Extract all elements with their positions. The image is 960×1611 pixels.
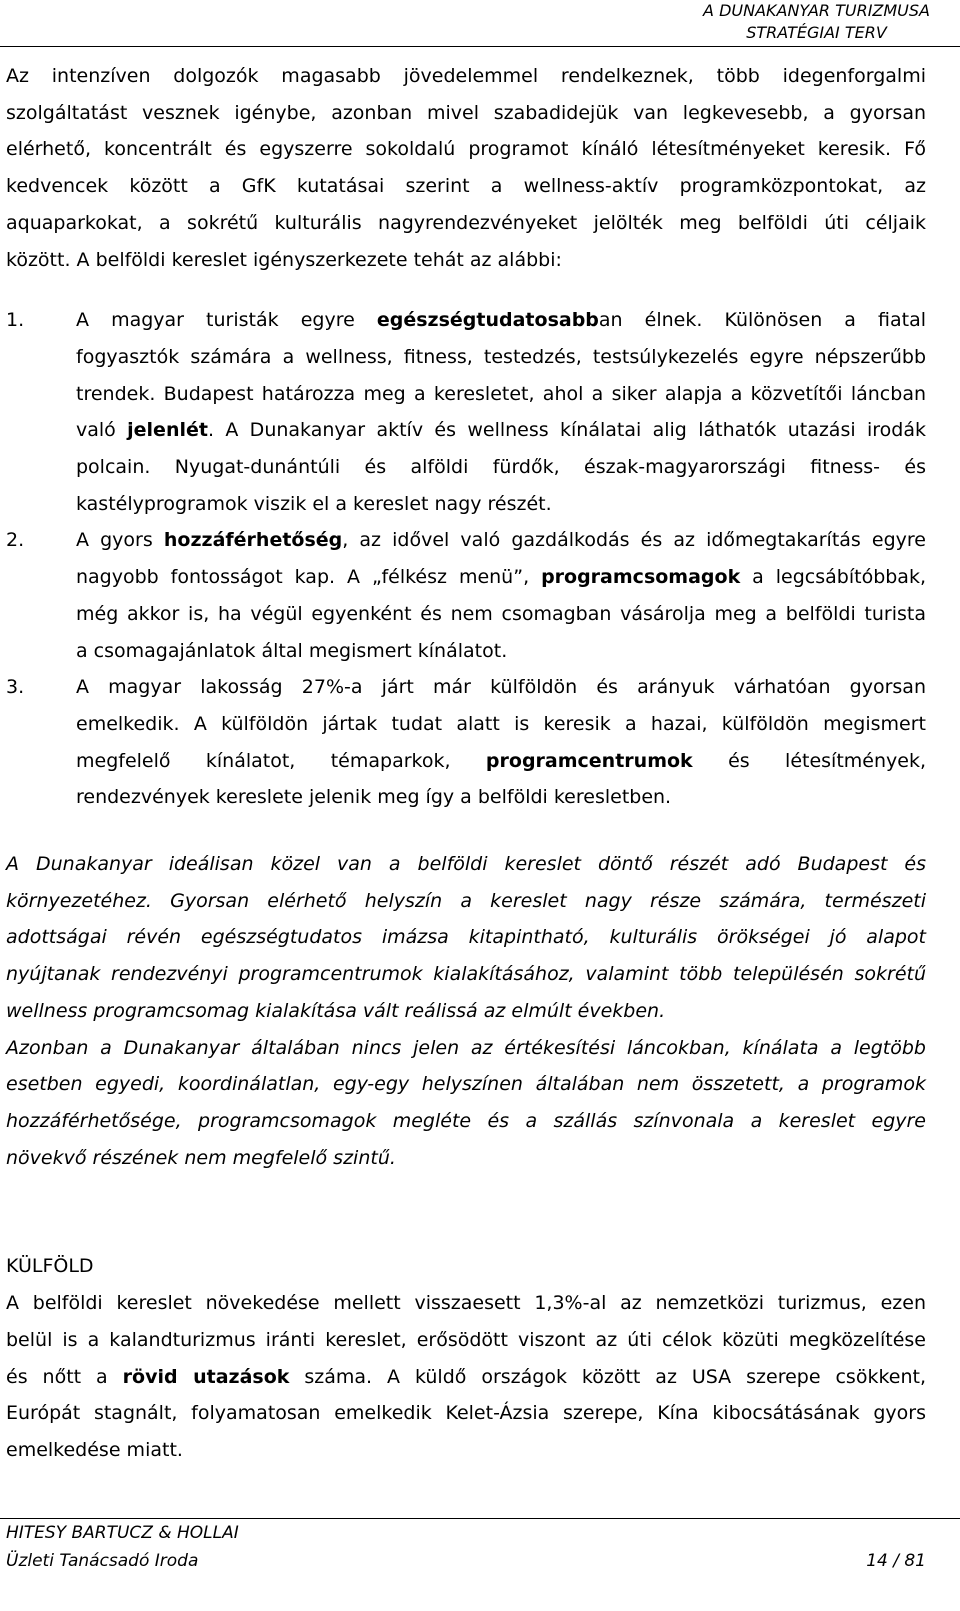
page-footer: [6, 1519, 926, 1575]
text-line: kastélyprogramok viszik el a kereslet nagy részét.: [76, 492, 552, 515]
text-line: még akkor is, ha végül egyenként és nem csomagban vásárolja meg a belföldi turista: [76, 602, 926, 625]
kulfold-section: [6, 1248, 926, 1468]
text-line: megfelelő kínálatot, témaparkok, programcentrumok és létesítmények,: [76, 749, 926, 772]
text-line: rendezvények kereslete jelenik meg így a belföldi keresletben.: [76, 786, 672, 809]
italic-summary: [6, 846, 926, 1176]
text-line: kedvencek között a GfK kutatásai szerint a wellness-aktív programközpontokat, az: [6, 175, 926, 198]
emphasis: rövid utazások: [122, 1365, 290, 1388]
text-line: való jelenlét. A Dunakanyar aktív és wellness kínálatai alig láthatók utazási irodák: [76, 419, 926, 442]
text-line: hozzáférhetősége, programcsomagok megléte és a szállás színvonala a kereslet egyre: [6, 1109, 926, 1132]
text-line: fogyasztók számára a wellness, fitness, testedzés, testsúlykezelés egyre népszerűbb: [76, 345, 926, 368]
text-line: polcain. Nyugat-dunántúli és alföldi fürdők, észak-magyarországi fitness- és: [76, 456, 926, 479]
text-line: szolgáltatást vesznek igénybe, azonban mivel szabadidejük van legkevesebb, a gyorsan: [6, 101, 926, 124]
list-item-2: [6, 522, 926, 669]
text-line: növekvő részének nem megfelelő szintű.: [6, 1146, 396, 1169]
page-header: [703, 0, 930, 44]
list-item-3: [6, 669, 926, 816]
list-number: 3.: [6, 676, 25, 699]
text-line: A gyors hozzáférhetőség, az idővel való gazdálkodás és az időmegtakarítás egyre: [76, 529, 926, 552]
text-line: nyújtanak rendezvényi programcentrumok kialakításához, valamint több településén sokrétű: [6, 963, 926, 986]
header-title: A DUNAKANYAR TURIZMUSA: [703, 1, 930, 20]
text-line: belül is a kalandturizmus iránti kereslet, erősödött viszont az úti célok közüti megközelítése: [6, 1328, 926, 1351]
text-line: adottságai révén egészségtudatos imázsa kitapintható, kulturális örökségei jó alapot: [6, 926, 926, 949]
header-divider: [0, 46, 960, 47]
text-line: esetben egyedi, koordinálatlan, egy-egy helyszínen általában nem összetett, a programok: [6, 1073, 926, 1096]
footer-office: Üzleti Tanácsadó Iroda: [6, 1551, 199, 1571]
emphasis: programcsomagok: [541, 566, 741, 589]
text-line: aquaparkokat, a sokrétű kulturális nagyrendezvényeket jelölték meg belföldi úti céljaik: [6, 211, 926, 234]
footer-company: HITESY BARTUCZ & HOLLAI: [6, 1523, 239, 1543]
section-heading: KÜLFÖLD: [6, 1255, 94, 1278]
document-body: [6, 58, 926, 1469]
intro-paragraph: [6, 58, 926, 278]
list-item-1: [6, 302, 926, 522]
emphasis: programcentrumok: [485, 749, 693, 772]
text-line: A Dunakanyar ideálisan közel van a belföldi kereslet döntő részét adó Budapest és: [6, 853, 926, 876]
text-line: trendek. Budapest határozza meg a keresletet, ahol a siker alapja a közvetítői láncban: [76, 382, 926, 405]
text-line: Azonban a Dunakanyar általában nincs jelen az értékesítési láncokban, kínálata a legtöbb: [6, 1036, 926, 1059]
emphasis: jelenlét: [127, 419, 208, 442]
text-line: Európát stagnált, folyamatosan emelkedik Kelet-Ázsia szerepe, Kína kibocsátásának gyors: [6, 1402, 926, 1425]
text-line: környezetéhez. Gyorsan elérhető helyszín a kereslet nagy része számára, természeti: [6, 889, 926, 912]
text-line: és nőtt a rövid utazások száma. A küldő országok között az USA szerepe csökkent,: [6, 1365, 926, 1388]
text-line: A magyar turisták egyre egészségtudatosabban élnek. Különösen a fiatal: [76, 309, 926, 332]
text-line: A belföldi kereslet növekedése mellett visszaesett 1,3%-al az nemzetközi turizmus, ezen: [6, 1292, 926, 1315]
text-line: emelkedése miatt.: [6, 1438, 183, 1461]
text-line: A magyar lakosság 27%-a járt már külföldön és arányuk várhatóan gyorsan: [76, 676, 926, 699]
text-line: elérhető, koncentrált és egyszerre sokoldalú programot kínáló létesítményeket keresik. Fő: [6, 138, 926, 161]
text-line: a csomagajánlatok által megismert kínálatot.: [76, 639, 508, 662]
text-line: Az intenzíven dolgozók magasabb jövedelemmel rendelkeznek, több idegenforgalmi: [6, 65, 926, 87]
emphasis: hozzáférhetőség: [163, 529, 343, 552]
emphasis: egészségtudatosabb: [376, 309, 599, 332]
header-subtitle: STRATÉGIAI TERV: [746, 23, 887, 42]
text-line: között. A belföldi kereslet igényszerkezete tehát az alábbi:: [6, 248, 562, 271]
page-number: 14 / 81: [866, 1551, 926, 1571]
text-line: wellness programcsomag kialakítása vált reálissá az elmúlt években.: [6, 999, 666, 1022]
text-line: nagyobb fontosságot kap. A „félkész menü”, programcsomagok a legcsábítóbbak,: [76, 566, 926, 589]
text-line: emelkedik. A külföldön jártak tudat alatt is keresik a hazai, külföldön megismert: [76, 712, 926, 735]
list-number: 2.: [6, 529, 25, 552]
list-number: 1.: [6, 309, 25, 332]
